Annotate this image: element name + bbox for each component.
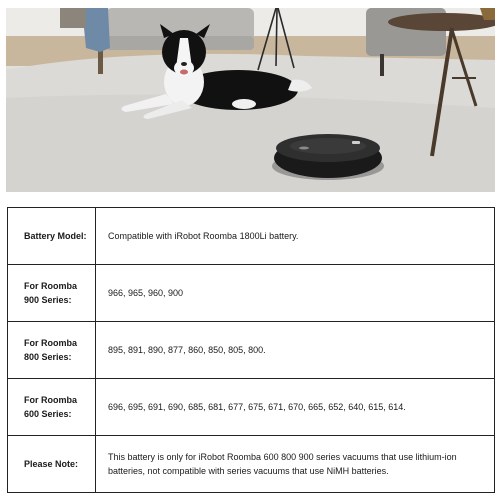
- roomba-900-label: For Roomba 900 Series:: [8, 265, 96, 322]
- product-photo: [6, 8, 495, 192]
- spec-table: [7, 207, 495, 493]
- living-room-scene: [6, 8, 495, 192]
- blue-blanket: [82, 8, 110, 52]
- robot-vacuum: [272, 134, 384, 180]
- table-row: [8, 265, 495, 322]
- table-row: [8, 208, 495, 265]
- roomba-600-value: 696, 695, 691, 690, 685, 681, 677, 675, 671, 670, 665, 652, 640, 615, 614.: [96, 379, 495, 436]
- table-row: [8, 322, 495, 379]
- please-note-label: Please Note:: [8, 436, 96, 493]
- roomba-800-value: 895, 891, 890, 877, 860, 850, 805, 800.: [96, 322, 495, 379]
- roomba-800-label: For Roomba 800 Series:: [8, 322, 96, 379]
- battery-model-label: Battery Model:: [8, 208, 96, 265]
- roomba-900-value: 966, 965, 960, 900: [96, 265, 495, 322]
- please-note-value: This battery is only for iRobot Roomba 600 800 900 series vacuums that use lithium-ion batteries, not compatible with series vacuums that use NiMH batteries.: [96, 436, 495, 493]
- roomba-600-label: For Roomba 600 Series:: [8, 379, 96, 436]
- battery-model-value: Compatible with iRobot Roomba 1800Li battery.: [96, 208, 495, 265]
- table-row: [8, 379, 495, 436]
- table-row: [8, 436, 495, 493]
